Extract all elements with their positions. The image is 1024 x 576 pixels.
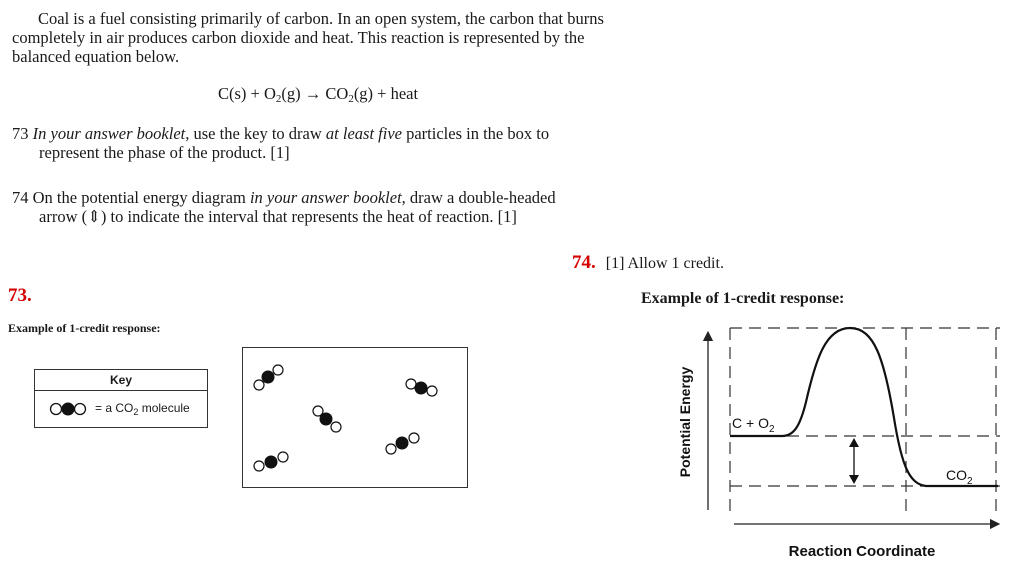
intro-line-2: completely in air produces carbon dioxide and heat. This reaction is represented by the [12,28,585,47]
heat-of-reaction-arrow [849,438,859,484]
answer-74-credit: [1] Allow 1 credit. [605,255,724,272]
answer-74-example-label: Example of 1-credit response: [641,290,845,307]
co2-molecule-icon [254,365,283,390]
question-74-number: 74 [12,188,29,207]
answer-73-label: 73. [8,285,32,306]
potential-energy-diagram [670,318,1010,576]
co2-molecule-icon [49,402,91,416]
answer-74-header [572,252,724,274]
balanced-equation: $C(s) + O_2(g) \to CO_2(g)$ + heat [218,84,419,105]
particle-box [242,347,468,488]
intro-paragraph [12,9,652,66]
intro-line-1: Coal is a fuel consisting primarily of carbon. In an open system, the carbon that burns [38,9,604,28]
question-73: 73 In your answer booklet, use the key to draw at least five particles in the box to represent the phase of the product. [1] [12,124,550,162]
key-title: Key [35,370,207,391]
answer-73-example-label: Example of 1-credit response: [8,321,161,335]
co2-molecule-icon [386,433,419,454]
question-74: 74 On the potential energy diagram in your answer booklet, draw a double-headed arrow (⇕) to indicate the interval that represents the heat of reaction. [1] [12,188,556,226]
co2-molecule-icon [254,452,288,471]
answer-74-label: 74. [572,252,596,273]
x-axis-label: Reaction Coordinate [788,543,936,560]
key-box [34,369,208,428]
energy-curve [730,328,998,486]
intro-line-3: balanced equation below. [12,47,180,66]
key-row [35,391,207,427]
question-73-number: 73 [12,124,29,143]
co2-molecule-icon [406,379,437,396]
reactants-label: $C + O_2$ [732,415,775,435]
product-label: $CO_2$ [946,467,973,487]
y-axis-label: Potential Energy [677,366,693,478]
co2-molecule-icon [313,406,341,432]
key-text: = a $CO_2$ molecule [95,401,190,417]
